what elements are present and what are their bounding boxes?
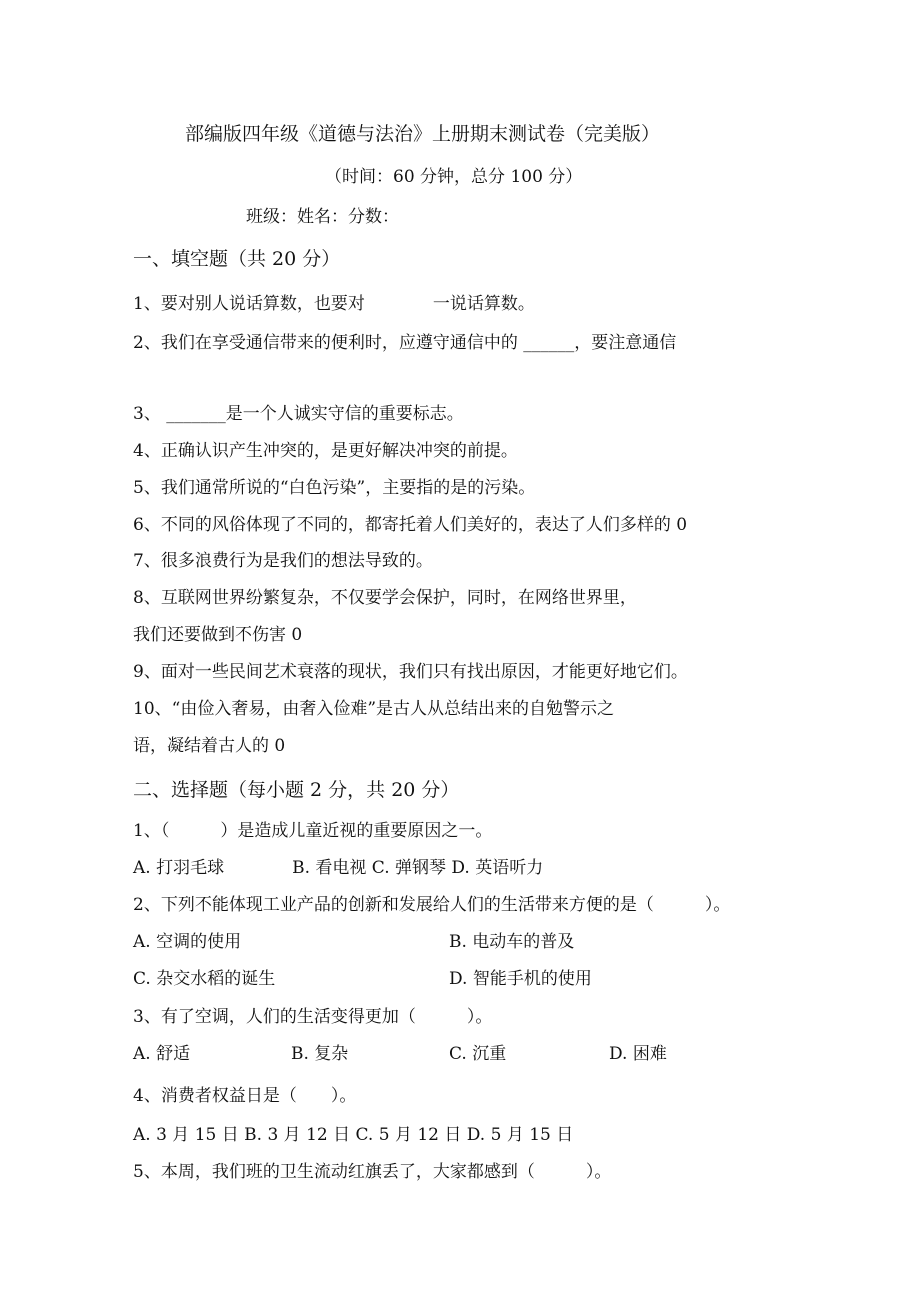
- option-a: A. 空调的使用: [133, 932, 242, 952]
- option-a: A. 舒适: [133, 1044, 191, 1064]
- question-text: 5、我们通常所说的“白色污染”，主要指的是的污染。: [133, 478, 536, 498]
- question-text: 3、 _______是一个人诚实守信的重要标志。: [133, 404, 464, 424]
- question-options: A. 3 月 15 日 B. 3 月 12 日 C. 5 月 12 日 D. 5 月 15 日: [133, 1125, 574, 1145]
- question-text: 1、（ ）是造成儿童近视的重要原因之一。: [133, 821, 493, 841]
- option-b: B. 复杂: [291, 1044, 349, 1064]
- question-text: 7、很多浪费行为是我们的想法导致的。: [133, 551, 433, 571]
- question-text: 5、本周，我们班的卫生流动红旗丢了，大家都感到（ ）。: [133, 1162, 612, 1182]
- option-b: B. 电动车的普及: [449, 932, 575, 952]
- section-heading-fill-blank: 一、填空题（共 20 分）: [133, 248, 341, 270]
- question-text: 语，凝结着古人的 0: [133, 736, 286, 756]
- question-text: 2、下列不能体现工业产品的创新和发展给人们的生活带来方便的是（ ）。: [133, 895, 731, 915]
- option-d: D. 困难: [609, 1044, 667, 1064]
- option-d: D. 智能手机的使用: [449, 969, 592, 989]
- student-info: 班级：姓名：分数：: [246, 207, 399, 227]
- option-c: C. 杂交水稻的诞生: [133, 969, 276, 989]
- question-text: 4、正确认识产生冲突的，是更好解决冲突的前提。: [133, 441, 518, 461]
- question-text: 我们还要做到不伤害 0: [133, 625, 303, 645]
- question-text: 9、面对一些民间艺术衰落的现状，我们只有找出原因，才能更好地它们。: [133, 662, 688, 682]
- question-options: A. 打羽毛球 B. 看电视 C. 弹钢琴 D. 英语听力: [133, 858, 544, 878]
- question-text: 6、不同的风俗体现了不同的，都寄托着人们美好的，表达了人们多样的 0: [133, 515, 688, 535]
- exam-subtitle: （时间：60 分钟，总分 100 分）: [325, 167, 583, 187]
- option-c: C. 沉重: [449, 1044, 507, 1064]
- question-text: 4、消费者权益日是（ ）。: [133, 1086, 357, 1106]
- section-heading-multiple-choice: 二、选择题（每小题 2 分，共 20 分）: [133, 779, 460, 801]
- question-text: 3、有了空调，人们的生活变得更加（ ）。: [133, 1007, 493, 1027]
- question-text: 10、“由俭入奢易，由奢入俭难”是古人从总结出来的自勉警示之: [133, 699, 615, 719]
- question-text: 1、要对别人说话算数，也要对 一说话算数。: [133, 294, 535, 314]
- page-title: 部编版四年级《道德与法治》上册期末测试卷（完美版）: [185, 123, 661, 145]
- question-text: 2、我们在享受通信带来的便利时，应遵守通信中的 ______，要注意通信: [133, 333, 677, 353]
- question-text: 8、互联网世界纷繁复杂，不仅要学会保护，同时，在网络世界里，: [133, 588, 637, 608]
